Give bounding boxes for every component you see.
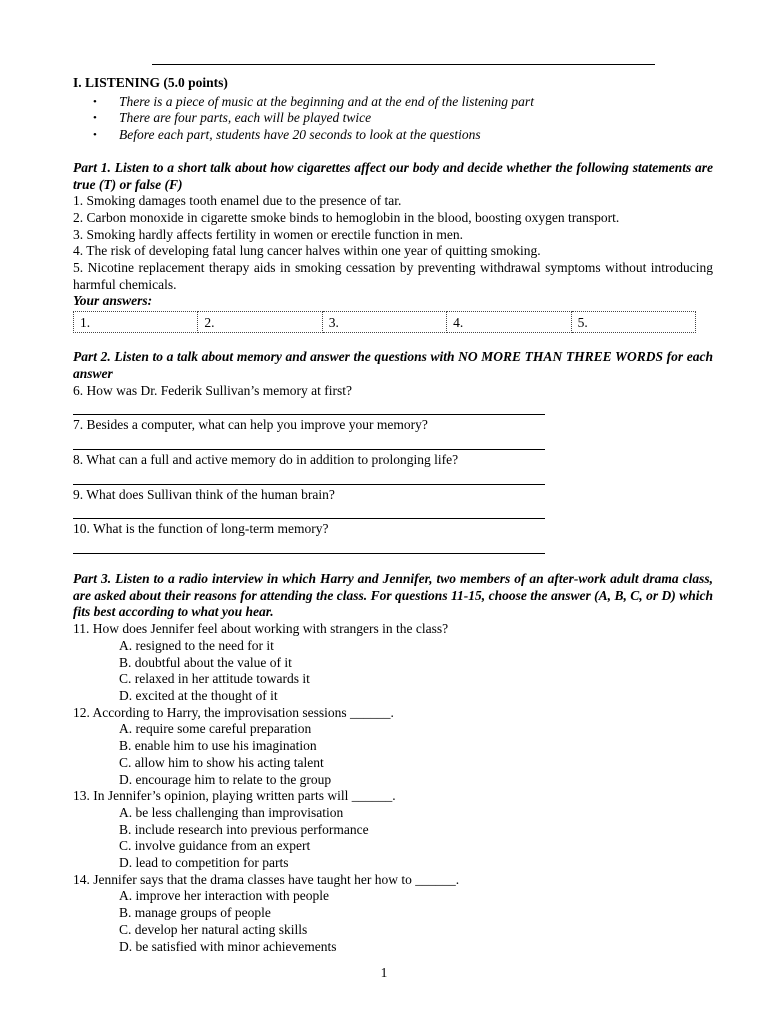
option[interactable]: C. allow him to show his acting talent [119, 754, 324, 770]
page-number: 1 [380, 965, 388, 980]
instruction-item: • There are four parts, each will be played twice [93, 110, 372, 126]
answer-line[interactable] [73, 469, 545, 485]
answer-line[interactable] [73, 434, 545, 450]
question-stem: 11. How does Jennifer feel about working with strangers in the class? [73, 621, 449, 637]
answer-cell-3[interactable]: 3. [322, 312, 446, 333]
instruction-item: • There is a piece of music at the beginning and at the end of the listening part [93, 93, 534, 109]
option[interactable]: D. lead to competition for parts [119, 855, 289, 871]
statement: 3. Smoking hardly affects fertility in women or erectile function in men. [73, 226, 464, 242]
bullet-icon: • [93, 129, 97, 142]
question-stem: 12. According to Harry, the improvisation sessions ______. [73, 704, 394, 720]
section-title: I. LISTENING (5.0 points) [73, 75, 228, 90]
question-stem: 13. In Jennifer’s opinion, playing written parts will ______. [73, 788, 396, 804]
answers-label: Your answers: [73, 293, 153, 309]
option[interactable]: A. require some careful preparation [119, 721, 312, 737]
bullet-icon: • [93, 112, 97, 125]
header-rule [152, 64, 655, 65]
option[interactable]: D. excited at the thought of it [119, 687, 278, 703]
answer-line[interactable] [73, 538, 545, 554]
option[interactable]: B. doubtful about the value of it [119, 654, 292, 670]
statement: 2. Carbon monoxide in cigarette smoke binds to hemoglobin in the blood, boosting oxygen transport. [73, 209, 620, 225]
option[interactable]: C. involve guidance from an expert [119, 838, 311, 854]
option[interactable]: B. enable him to use his imagination [119, 738, 317, 754]
option[interactable]: D. be satisfied with minor achievements [119, 938, 337, 954]
bullet-icon: • [93, 95, 97, 108]
part1-title: Part 1. Listen to a short talk about how cigarettes affect our body and decide whether the following statements are true (T) or false (F) [73, 159, 713, 192]
instruction-item: • Before each part, students have 20 seconds to look at the questions [93, 127, 481, 143]
question: 10. What is the function of long-term memory? [73, 521, 329, 537]
answer-cell-5[interactable]: 5. [571, 312, 695, 333]
document-body [73, 75, 713, 955]
statement: 4. The risk of developing fatal lung cancer halves within one year of quitting smoking. [73, 243, 541, 259]
instructions-list [73, 94, 713, 144]
option[interactable]: B. include research into previous performance [119, 821, 369, 837]
option[interactable]: D. encourage him to relate to the group [119, 771, 332, 787]
statement: 5. Nicotine replacement therapy aids in smoking cessation by preventing withdrawal symptoms without introducing harmful chemicals. [73, 260, 713, 292]
question: 9. What does Sullivan think of the human brain? [73, 486, 335, 502]
answer-cell-4[interactable]: 4. [447, 312, 571, 333]
part2-title: Part 2. Listen to a talk about memory and answer the questions with NO MORE THAN THREE WORDS for each answer [73, 349, 713, 381]
answer-line[interactable] [73, 399, 545, 415]
statement: 1. Smoking damages tooth enamel due to the presence of tar. [73, 193, 402, 209]
answer-cell-1[interactable]: 1. [74, 312, 198, 333]
answer-cell-2[interactable]: 2. [198, 312, 322, 333]
option[interactable]: C. relaxed in her attitude towards it [119, 671, 310, 687]
option[interactable]: B. manage groups of people [119, 905, 271, 921]
part3-title: Part 3. Listen to a radio interview in which Harry and Jennifer, two members of an after-work adult drama class, are asked about their reasons for attending the class. For questions 11-15, choose the answer (A, B, C, or D) which fits best according to what you hear. [73, 571, 713, 620]
option[interactable]: A. resigned to the need for it [119, 637, 274, 653]
option[interactable]: A. be less challenging than improvisation [119, 804, 344, 820]
option[interactable]: A. improve her interaction with people [119, 888, 329, 904]
question: 7. Besides a computer, what can help you improve your memory? [73, 417, 428, 433]
question-stem: 14. Jennifer says that the drama classes have taught her how to ______. [73, 871, 460, 887]
option[interactable]: C. develop her natural acting skills [119, 921, 308, 937]
question: 6. How was Dr. Federik Sullivan’s memory at first? [73, 382, 352, 398]
question: 8. What can a full and active memory do in addition to prolonging life? [73, 451, 459, 467]
answer-line[interactable] [73, 503, 545, 519]
answer-table [73, 311, 696, 333]
